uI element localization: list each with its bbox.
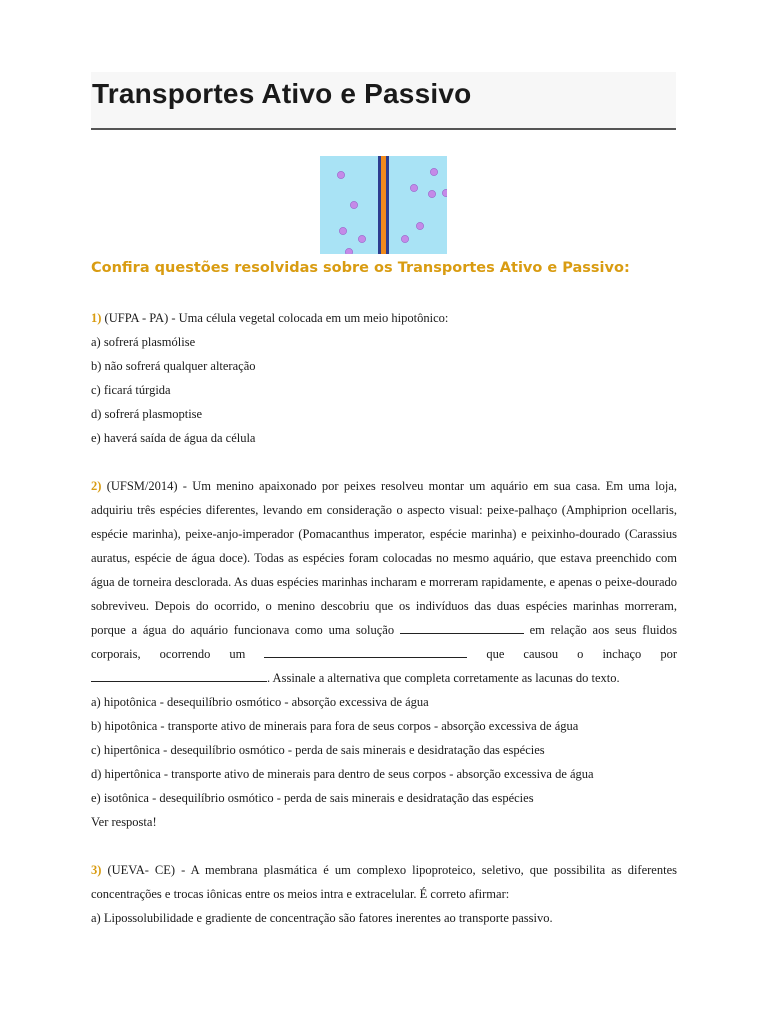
question-text: . Assinale a alternativa que completa corretamente as lacunas do texto.	[267, 671, 620, 685]
section-subtitle: Confira questões resolvidas sobre os Transportes Ativo e Passivo:	[91, 260, 630, 276]
option: b) não sofrerá qualquer alteração	[91, 359, 256, 373]
option: d) sofrerá plasmoptise	[91, 407, 203, 421]
questions-content	[91, 306, 677, 930]
spacer	[91, 450, 677, 474]
question-text: (UFSM/2014) - Um menino apaixonado por peixes resolveu montar um aquário em sua casa. Em uma loja, adquiriu três espécies diferentes, levando em consideração o aspecto visual: peixe-palhaço (Amphiprion ocellaris, espécie marinha), peixe-anjo-imperador (Pomacanthus imperator, espécie marinha) e peixinho-dourado (Carassius auratus, espécie de água doce). Todas as espécies foram colocadas no mesmo aquário, que estava preenchido com água de torneira desclorada. As duas espécies marinhas incharam e morreram rapidamente, e apenas o peixe-dourado sobreviveu. Depois do ocorrido, o menino descobriu que os indivíduos das duas espécies marinhas morreram, porque a água do aquário funcionava como uma solução	[91, 479, 677, 637]
question-number: 1)	[91, 311, 102, 325]
question-number: 2)	[91, 479, 102, 493]
cell-membrane-diagram-icon	[320, 156, 447, 254]
question-number: 3)	[91, 863, 102, 877]
fill-in-blank	[400, 620, 524, 634]
option: d) hipertônica - transporte ativo de minerais para dentro de seus corpos - absorção excessiva de água	[91, 767, 594, 781]
question-3	[91, 858, 677, 906]
option: c) hipertônica - desequilíbrio osmótico - perda de sais minerais e desidratação das espécies	[91, 743, 545, 757]
option: c) ficará túrgida	[91, 383, 171, 397]
option: e) haverá saída de água da célula	[91, 431, 256, 445]
question-text: (UEVA- CE) - A membrana plasmática é um complexo lipoproteico, seletivo, que possibilita as diferentes concentrações e trocas iônicas entre os meios intra e extracelular. É correto afirmar:	[91, 863, 677, 901]
fill-in-blank	[91, 668, 267, 682]
option: a) Lipossolubilidade e gradiente de concentração são fatores inerentes ao transporte passivo.	[91, 911, 553, 925]
option: a) sofrerá plasmólise	[91, 335, 196, 349]
see-answer-link[interactable]: Ver resposta!	[91, 815, 157, 829]
question-2	[91, 474, 677, 690]
membrane-illustration	[320, 156, 447, 254]
question-text: (UFPA - PA) - Uma célula vegetal colocada em um meio hipotônico:	[101, 311, 449, 325]
question-text: que causou o inchaço por	[467, 647, 677, 661]
option: e) isotônica - desequilíbrio osmótico - perda de sais minerais e desidratação das espécies	[91, 791, 534, 805]
page-title: Transportes Ativo e Passivo	[92, 78, 472, 109]
option: b) hipotônica - transporte ativo de minerais para fora de seus corpos - absorção excessiva de água	[91, 719, 579, 733]
question-1	[91, 306, 677, 330]
option: a) hipotônica - desequilíbrio osmótico - absorção excessiva de água	[91, 695, 429, 709]
fill-in-blank	[264, 644, 467, 658]
question-text: em relação aos seus fluidos corporais, ocorrendo um	[91, 623, 677, 661]
spacer	[91, 834, 677, 858]
